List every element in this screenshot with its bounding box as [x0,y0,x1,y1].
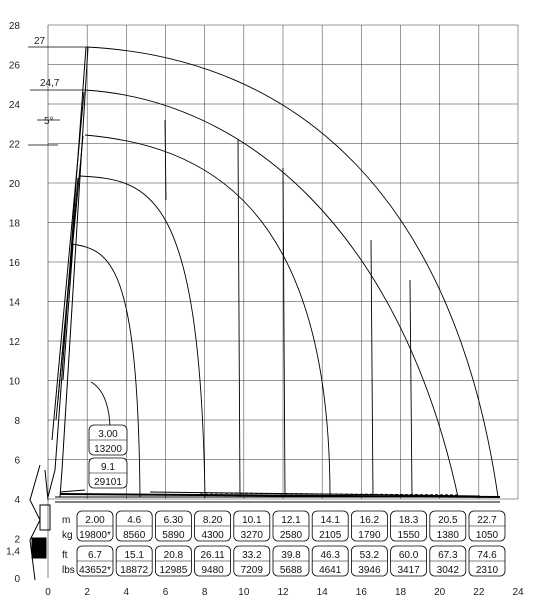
y-tick-label: 6 [14,455,20,467]
table-value-ft: 74.6 [477,550,497,561]
unit-m: m [62,515,71,526]
x-tick-label: 12 [277,587,289,598]
table-value-ft: 15.1 [124,550,144,561]
table-value-ft: 67.3 [438,550,458,561]
y-tick-label: 12 [8,337,20,348]
crane-boom [30,47,500,580]
height-mark-27: 27 [34,36,46,47]
y-tick-label: 10 [8,376,20,388]
table-value-kg: 1380 [436,530,459,541]
table-value-kg: 1550 [397,530,420,541]
curve-inner-3 [371,240,373,497]
envelope-24-7m [85,90,458,497]
y-tick-label: 14 [8,297,20,309]
table-value-lbs: 3946 [358,565,381,576]
y-tick-label: 4 [14,495,20,506]
curve-inner-1 [238,140,240,497]
table-value-kg: 4300 [201,530,224,541]
height-markers [28,36,88,145]
table-value-m: 6.30 [163,515,184,526]
y-tick-label: 1,4 [6,546,20,558]
near-reach-ft: 9.1 [101,462,115,473]
table-value-lbs: 9480 [201,565,224,576]
table-value-m: 20.5 [438,515,458,526]
table-value-lbs: 3417 [397,565,420,576]
table-value-lbs: 18872 [120,565,149,576]
table-value-kg: 3270 [240,530,263,541]
table-value-ft: 46.3 [320,550,340,561]
table-value-ft: 39.8 [281,550,301,561]
y-tick-label: 2 [14,534,20,546]
table-value-lbs: 43652* [79,565,111,576]
unit-lbs: lbs [62,565,75,576]
table-value-m: 12.1 [281,515,301,526]
table-value-m: 2.00 [85,515,105,526]
table-value-m: 10.1 [242,515,262,526]
table-value-kg: 1790 [358,530,381,541]
y-axis-ticks [6,21,20,585]
table-value-kg: 2580 [279,530,303,541]
curve-inner-4 [410,280,412,497]
near-load-callout [89,425,127,488]
y-tick-label: 22 [8,139,20,151]
unit-kg: kg [62,530,73,541]
y-tick-label: 0 [14,574,20,585]
table-value-m: 18.3 [398,515,419,526]
curve-inner-2 [283,168,285,497]
near-load-lbs: 29101 [94,477,122,488]
y-tick-label: 26 [8,60,20,72]
x-tick-label: 8 [201,587,208,598]
x-tick-label: 20 [434,587,446,598]
table-value-lbs: 5688 [279,565,303,576]
x-tick-label: 10 [238,587,250,598]
x-tick-label: 0 [45,587,51,598]
table-value-m: 22.7 [477,515,497,526]
table-value-kg: 1050 [475,530,499,541]
x-tick-label: 14 [316,587,328,598]
curve-inner-5 [165,120,166,200]
table-value-ft: 20.8 [163,550,184,561]
table-value-ft: 53.2 [359,550,380,561]
table-value-lbs: 3042 [436,565,459,576]
table-value-ft: 26.11 [200,550,225,561]
table-value-ft: 60.0 [398,550,419,561]
table-value-lbs: 7209 [240,565,263,576]
y-tick-label: 28 [8,21,20,32]
table-value-lbs: 4641 [319,565,342,576]
unit-labels [62,515,75,576]
x-tick-label: 6 [162,587,169,598]
table-value-lbs: 2310 [475,565,499,576]
x-axis-ticks [45,587,524,598]
near-load-kg: 13200 [94,444,122,455]
near-reach-m: 3.00 [98,429,118,440]
x-tick-label: 16 [355,587,367,598]
x-tick-label: 18 [394,587,407,598]
envelope-27m [87,47,498,497]
x-tick-label: 4 [123,587,130,598]
table-value-m: 14.1 [320,515,340,526]
load-table [77,511,505,576]
y-tick-label: 24 [8,100,20,111]
x-tick-label: 22 [473,587,485,598]
table-value-m: 4.6 [127,515,142,526]
table-value-m: 8.20 [202,515,223,526]
y-tick-label: 20 [8,179,20,190]
table-value-kg: 19800* [79,530,111,541]
x-tick-label: 24 [512,587,524,598]
table-value-m: 16.2 [359,515,380,526]
table-value-kg: 8560 [123,530,146,541]
height-mark-24-7: 24,7 [40,78,60,89]
y-tick-label: 16 [8,258,20,269]
table-value-kg: 2105 [319,530,342,541]
table-value-kg: 5890 [162,530,185,541]
table-value-lbs: 12985 [159,565,188,576]
curve-inner-6 [91,382,110,430]
unit-ft: ft [62,550,68,561]
y-tick-label: 8 [14,416,20,427]
table-value-ft: 6.7 [88,550,102,561]
table-value-ft: 33.2 [242,550,262,561]
x-tick-label: 2 [84,587,90,598]
y-tick-label: 18 [8,218,20,230]
angle-mark-5-deg: 5° [44,116,54,127]
